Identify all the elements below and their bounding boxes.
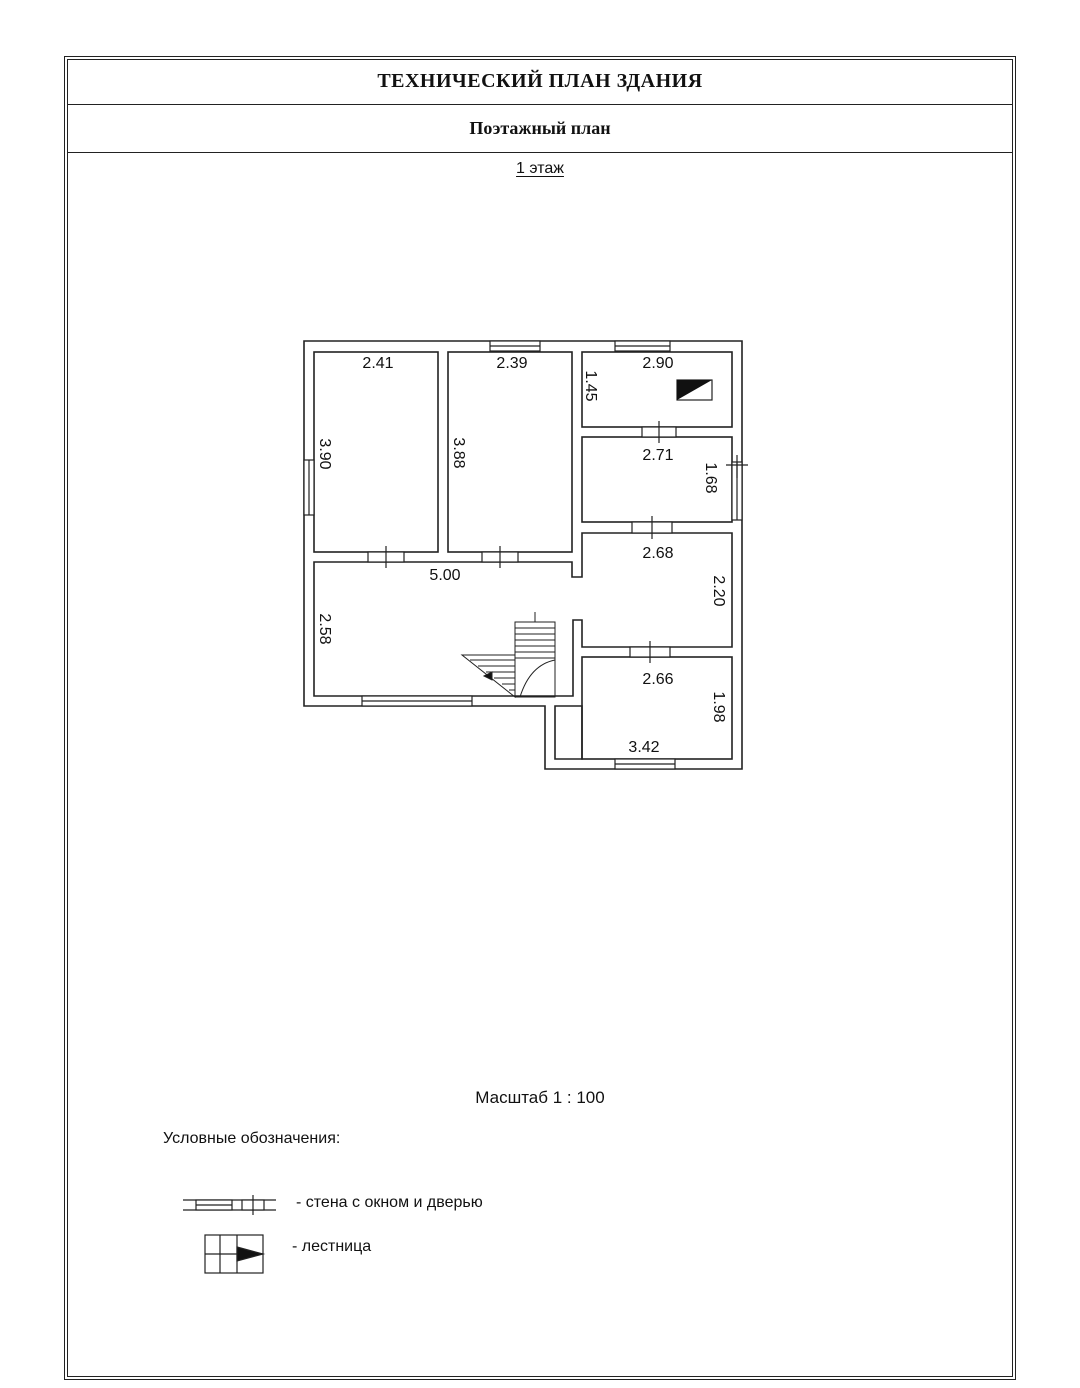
- dim-room-2-height: 3.88: [450, 437, 467, 469]
- legend-stairs-label: - лестница: [292, 1238, 372, 1255]
- legend-wall-symbol: [183, 1195, 276, 1215]
- annex-outline: [555, 706, 582, 759]
- doors: [368, 421, 748, 663]
- dim-room-4-height: 1.68: [702, 462, 719, 494]
- dim-hall-width: 5.00: [429, 567, 461, 584]
- dim-hall-height: 2.58: [316, 613, 333, 645]
- document-subtitle: Поэтажный план: [67, 105, 1013, 153]
- dim-room-3-height: 1.45: [582, 370, 599, 402]
- dim-room-1-width: 2.41: [362, 355, 394, 372]
- legend-stairs-symbol: [205, 1235, 263, 1273]
- legend-title: Условные обозначения:: [163, 1130, 341, 1147]
- legend-wall-label: - стена с окном и дверью: [296, 1194, 483, 1211]
- dim-room-6-height: 1.98: [710, 691, 727, 723]
- dim-room-4-width: 2.71: [642, 447, 674, 464]
- dim-room-5-height: 2.20: [710, 575, 727, 607]
- dim-room-1-height: 3.90: [316, 438, 333, 470]
- dim-room-5-width: 2.68: [642, 545, 674, 562]
- document-title: ТЕХНИЧЕСКИЙ ПЛАН ЗДАНИЯ: [67, 59, 1013, 105]
- dim-room-6-bottom: 3.42: [628, 739, 660, 756]
- dim-room-2-width: 2.39: [496, 355, 528, 372]
- scale-label: Масштаб 1 : 100: [475, 1088, 605, 1107]
- floor-label-text: 1 этаж: [516, 160, 564, 177]
- boiler-icon: [677, 380, 712, 400]
- stairs-icon: [462, 612, 555, 697]
- dim-room-6-width: 2.66: [642, 671, 674, 688]
- dim-room-3-width: 2.90: [642, 355, 674, 372]
